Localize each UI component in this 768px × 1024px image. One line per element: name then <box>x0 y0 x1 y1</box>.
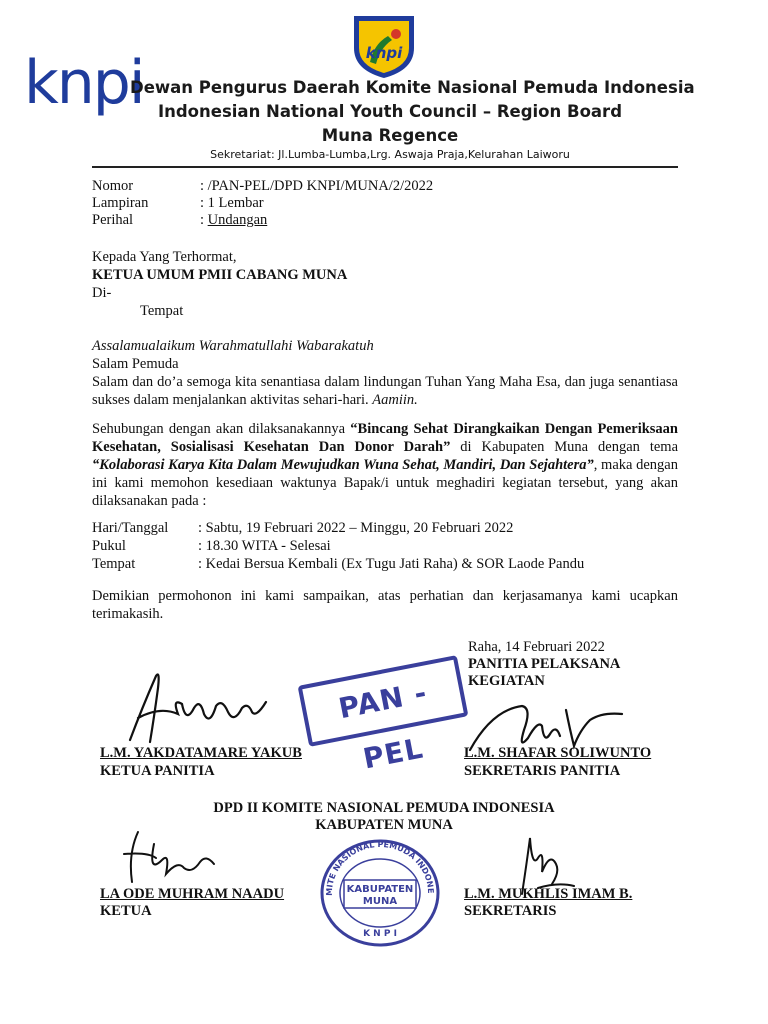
header-line-1: Dewan Pengurus Daerah Komite Nasional Pemuda Indonesia <box>130 78 695 97</box>
tempat-label: Tempat <box>92 556 136 572</box>
bottom-right-signatory-name: L.M. MUKHLIS IMAM B. <box>464 886 633 902</box>
org-line-1: DPD II KOMITE NASIONAL PEMUDA INDONESIA <box>213 800 555 816</box>
meta-lampiran <box>92 195 678 213</box>
perihal-label: Perihal <box>92 212 134 228</box>
round-stamp-ring-text: MITE NASIONAL PEMUDA INDONE <box>324 839 436 896</box>
bottom-right-signatory-role: SEKRETARIS <box>464 903 557 919</box>
org-line-2: KABUPATEN MUNA <box>315 817 453 833</box>
header-line-2: Indonesian National Youth Council – Region Board <box>157 102 623 121</box>
emblem-text: knpi <box>365 44 403 62</box>
left-signatory-name: L.M. YAKDATAMARE YAKUB <box>100 745 302 761</box>
perihal-field <box>200 212 267 229</box>
pukul-value: : 18.30 WITA - Selesai <box>198 538 331 554</box>
pan-pel-stamp <box>298 655 469 776</box>
pukul-label: Pukul <box>92 538 126 554</box>
lampiran-value: : 1 Lembar <box>200 195 264 211</box>
knpi-emblem <box>352 14 416 80</box>
right-signatory-role: SEKRETARIS PANITIA <box>464 763 621 779</box>
hari-label: Hari/Tanggal <box>92 520 169 536</box>
nomor-value: : /PAN-PEL/DPD KNPI/MUNA/2/2022 <box>200 178 434 194</box>
knpi-wordmark-logo: knpi <box>24 48 144 118</box>
addressee-recipient: KETUA UMUM PMII CABANG MUNA <box>92 267 348 283</box>
header-divider <box>92 166 678 168</box>
committee-line-2: KEGIATAN <box>468 673 545 689</box>
perihal-value: Undangan <box>207 212 268 228</box>
paragraph-2-intro: Sehubungan dengan akan dilaksanakannya <box>92 421 351 437</box>
bottom-left-signatory-name: LA ODE MUHRAM NAADU <box>100 886 285 902</box>
hari-value: : Sabtu, 19 Februari 2022 – Minggu, 20 Februari 2022 <box>198 520 514 536</box>
pan-pel-stamp-text: PAN - PEL <box>335 675 430 776</box>
paragraph-1-amin: Aamiin. <box>372 392 418 408</box>
paragraph-2-end: , maka dengan ini kami memohon kesediaan waktunya Bapak/i untuk meghadiri kegiatan tersebut, yang akan dilaksanakan pada : <box>92 457 678 509</box>
paragraph-1-text: Salam dan do’a semoga kita senantiasa dalam lindungan Tuhan Yang Maha Esa, dan juga senantiasa sukses dalam menjalankan aktivitas sehari-hari. <box>92 374 678 408</box>
header-line-3: Muna Regence <box>321 126 459 145</box>
salam-pemuda: Salam Pemuda <box>92 356 179 372</box>
bottom-left-signature <box>118 824 228 894</box>
round-stamp-center-1: KABUPATEN <box>346 884 414 895</box>
addressee-tempat: Tempat <box>140 303 184 319</box>
meta-nomor <box>92 178 678 196</box>
paragraph-2-mid: di Kabupaten Muna dengan tema <box>450 439 679 455</box>
left-signature <box>120 668 280 748</box>
committee-line-1: PANITIA PELAKSANA <box>468 656 621 672</box>
lampiran-label: Lampiran <box>92 195 149 211</box>
perihal-colon: : <box>200 212 208 228</box>
meta-perihal <box>92 212 678 230</box>
schedule-pukul <box>92 538 678 556</box>
event-theme: “Kolaborasi Karya Kita Dalam Mewujudkan Wuna Sehat, Mandiri, Dan Sejahtera” <box>92 457 594 473</box>
schedule-tempat <box>92 556 678 574</box>
nomor-label: Nomor <box>92 178 134 194</box>
paragraph-2 <box>92 420 678 510</box>
right-signatory-name: L.M. SHAFAR SOLIWUNTO <box>464 745 652 761</box>
left-signatory-role: KETUA PANITIA <box>100 763 215 779</box>
letter-date: Raha, 14 Februari 2022 <box>468 639 605 655</box>
paragraph-1 <box>92 373 678 409</box>
schedule-hari <box>92 520 678 538</box>
header-address: Sekretariat: Jl.Lumba-Lumba,Lrg. Aswaja Praja,Kelurahan Laiworu <box>210 148 570 161</box>
round-stamp-center-2: MUNA <box>362 896 398 907</box>
event-title: “Bincang Sehat Dirangkaikan Dengan Pemeriksaan Kesehatan, Sosialisasi Kesehatan Dan Donor Darah” <box>92 421 678 455</box>
bottom-left-signatory-role: KETUA <box>100 903 152 919</box>
round-stamp <box>318 838 442 948</box>
closing-paragraph: Demikian permohonon ini kami sampaikan, atas perhatian dan kerjasamanya kami ucapkan terimakasih. <box>92 588 678 622</box>
addressee-di: Di- <box>92 285 112 301</box>
greeting: Assalamualaikum Warahmatullahi Wabarakatuh <box>92 338 374 354</box>
tempat-value: : Kedai Bersua Kembali (Ex Tugu Jati Raha) & SOR Laode Pandu <box>198 556 585 572</box>
addressee-line-1: Kepada Yang Terhormat, <box>92 249 237 265</box>
round-stamp-bottom: K N P I <box>363 929 397 939</box>
